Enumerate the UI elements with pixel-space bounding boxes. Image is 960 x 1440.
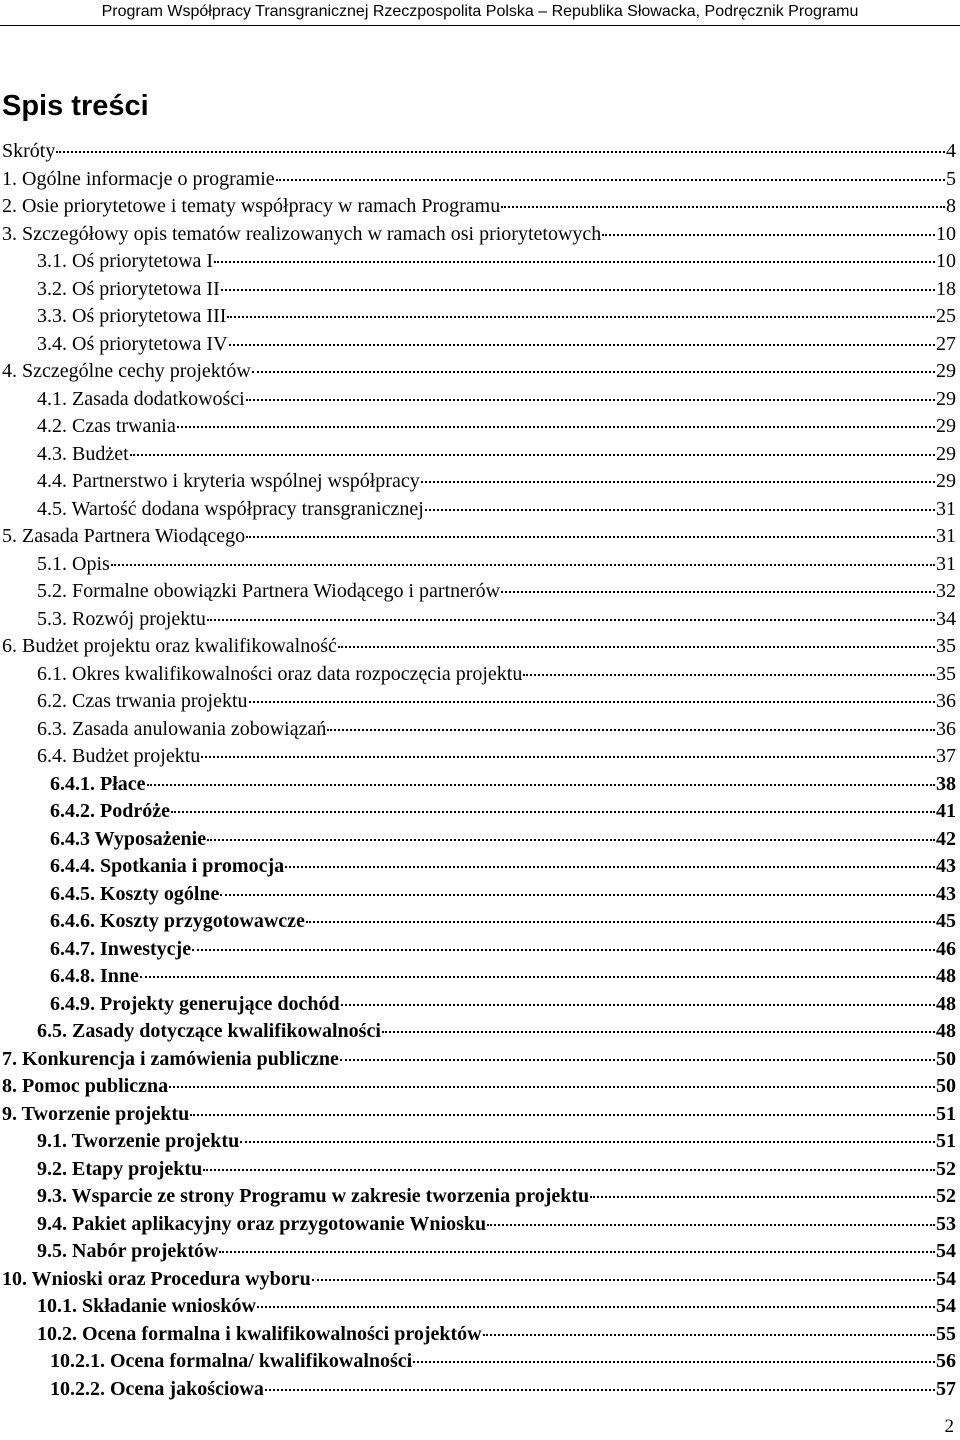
- toc-entry-label: 10.2.2. Ocena jakościowa: [50, 1377, 264, 1400]
- dot-leader: [265, 1389, 935, 1391]
- dot-leader: [169, 1086, 935, 1088]
- toc-entry[interactable]: [0, 303, 960, 331]
- toc-entry-label: 6.4.7. Inwestycje: [50, 937, 192, 960]
- toc-entry-page: 41: [936, 800, 956, 822]
- dot-leader: [190, 1114, 935, 1116]
- toc-entry[interactable]: [0, 936, 960, 964]
- dot-leader: [425, 509, 935, 511]
- toc-entry-page: 50: [936, 1047, 956, 1070]
- dot-leader: [483, 1334, 935, 1336]
- toc-entry-page: 18: [936, 277, 956, 300]
- toc-entry-page: 10: [936, 222, 956, 245]
- dot-leader: [341, 1004, 935, 1006]
- toc-entry-page: 50: [936, 1075, 956, 1097]
- dot-leader: [312, 1279, 935, 1281]
- toc-entry-page: 45: [936, 910, 956, 932]
- toc-entry-label: 6.4.1. Płace: [50, 772, 146, 795]
- dot-leader: [382, 1031, 935, 1033]
- toc-entry-label: 9.5. Nabór projektów: [37, 1240, 219, 1262]
- toc-entry[interactable]: [0, 1073, 960, 1101]
- toc-entry[interactable]: [0, 1238, 960, 1266]
- toc-entry-page: 37: [936, 745, 956, 767]
- dot-leader: [192, 949, 935, 951]
- dot-leader: [227, 316, 935, 318]
- toc-entry-label: 9.4. Pakiet aplikacyjny oraz przygotowanie Wniosku: [37, 1212, 487, 1235]
- toc-entry[interactable]: [0, 661, 960, 689]
- toc-entry-page: 54: [936, 1295, 956, 1317]
- toc-entry-label: 9.2. Etapy projektu: [37, 1157, 203, 1180]
- toc-entry-page: 54: [936, 1240, 956, 1262]
- table-of-contents: [0, 138, 960, 1403]
- toc-entry-page: 51: [936, 1130, 956, 1152]
- toc-entry-label: 6.1. Okres kwalifikowalności oraz data rozpoczęcia projektu: [37, 662, 523, 685]
- toc-entry[interactable]: [0, 1128, 960, 1156]
- dot-leader: [229, 344, 935, 346]
- dot-leader: [219, 1251, 935, 1253]
- toc-entry-page: 55: [936, 1322, 956, 1345]
- toc-entry-label: 4.4. Partnerstwo i kryteria wspólnej współpracy: [37, 470, 420, 492]
- toc-entry-label: 6. Budżet projektu oraz kwalifikowalność: [2, 635, 337, 657]
- toc-entry[interactable]: [0, 166, 960, 194]
- toc-entry-label: 6.4.4. Spotkania i promocja: [50, 855, 285, 877]
- toc-entry-label: 10. Wnioski oraz Procedura wyboru: [2, 1267, 311, 1290]
- toc-entry[interactable]: [0, 468, 960, 496]
- toc-entry-label: 6.3. Zasada anulowania zobowiązań: [37, 717, 327, 740]
- toc-entry-page: 43: [936, 855, 956, 877]
- toc-entry[interactable]: [0, 1376, 960, 1404]
- header-rule: [0, 25, 960, 26]
- toc-entry[interactable]: [0, 963, 960, 991]
- toc-entry-page: 52: [936, 1157, 956, 1180]
- toc-entry[interactable]: [0, 578, 960, 606]
- toc-title: Spis treści: [2, 90, 149, 122]
- toc-entry[interactable]: [0, 826, 960, 854]
- toc-entry-page: 48: [936, 1020, 956, 1042]
- toc-entry-label: 3.3. Oś priorytetowa III: [37, 305, 227, 327]
- dot-leader: [523, 674, 935, 676]
- toc-entry-page: 52: [936, 1185, 956, 1207]
- toc-entry-label: 6.4.6. Koszty przygotowawcze: [50, 910, 305, 932]
- toc-entry-page: 25: [936, 305, 956, 327]
- toc-entry-label: 6.4.8. Inne: [50, 965, 139, 987]
- dot-leader: [285, 866, 935, 868]
- dot-leader: [214, 261, 935, 263]
- toc-entry-page: 35: [936, 635, 956, 657]
- toc-entry-label: 8. Pomoc publiczna: [2, 1075, 169, 1097]
- toc-entry[interactable]: [0, 771, 960, 799]
- dot-leader: [257, 1306, 935, 1308]
- toc-entry[interactable]: [0, 1018, 960, 1046]
- toc-entry-label: 3.1. Oś priorytetowa I: [37, 250, 214, 272]
- toc-entry-page: 46: [936, 937, 956, 960]
- toc-entry[interactable]: [0, 1183, 960, 1211]
- toc-entry-label: 7. Konkurencja i zamówienia publiczne: [2, 1047, 339, 1070]
- toc-entry-label: 9. Tworzenie projektu: [2, 1102, 190, 1125]
- dot-leader: [338, 646, 935, 648]
- toc-entry[interactable]: [0, 881, 960, 909]
- toc-entry-label: 6.4.9. Projekty generujące dochód: [50, 992, 340, 1015]
- toc-entry[interactable]: [0, 853, 960, 881]
- toc-entry-page: 31: [936, 525, 956, 547]
- toc-entry-page: 31: [936, 497, 956, 520]
- dot-leader: [421, 481, 935, 483]
- toc-entry-label: 4.2. Czas trwania: [37, 415, 176, 437]
- toc-entry[interactable]: [0, 1101, 960, 1129]
- toc-entry[interactable]: [0, 441, 960, 469]
- running-header: Program Współpracy Transgranicznej Rzeczpospolita Polska – Republika Słowacka, Podręcznik Programu: [101, 3, 859, 20]
- toc-entry-label: 6.4.3 Wyposażenie: [50, 827, 207, 850]
- toc-entry-page: 29: [936, 442, 956, 465]
- toc-entry-label: 3.4. Oś priorytetowa IV: [37, 332, 228, 355]
- toc-entry[interactable]: [0, 221, 960, 249]
- dot-leader: [240, 1141, 935, 1143]
- toc-entry-label: 5.3. Rozwój projektu: [37, 607, 206, 630]
- toc-entry-page: 29: [936, 387, 956, 410]
- toc-entry-label: 3. Szczegółowy opis tematów realizowanych w ramach osi priorytetowych: [2, 222, 602, 245]
- toc-entry[interactable]: [0, 798, 960, 826]
- dot-leader: [501, 591, 935, 593]
- toc-entry-page: 27: [936, 332, 956, 355]
- toc-entry-page: 42: [936, 827, 956, 850]
- dot-leader: [140, 976, 935, 978]
- dot-leader: [249, 701, 936, 703]
- dot-leader: [501, 206, 945, 208]
- toc-entry[interactable]: [0, 716, 960, 744]
- toc-entry[interactable]: [0, 908, 960, 936]
- toc-entry[interactable]: [0, 743, 960, 771]
- toc-entry-label: 6.5. Zasady dotyczące kwalifikowalności: [37, 1020, 381, 1042]
- toc-entry-label: Skróty: [2, 140, 56, 162]
- toc-entry-page: 34: [936, 607, 956, 630]
- dot-leader: [306, 921, 935, 923]
- toc-entry[interactable]: [0, 138, 960, 166]
- toc-entry[interactable]: [0, 358, 960, 386]
- toc-entry-page: 48: [936, 965, 956, 987]
- toc-entry-page: 29: [936, 360, 956, 382]
- dot-leader: [171, 811, 935, 813]
- toc-entry-label: 6.2. Czas trwania projektu: [37, 690, 248, 712]
- toc-entry-label: 4. Szczególne cechy projektów: [2, 360, 251, 382]
- toc-entry-label: 1. Ogólne informacje o programie: [2, 167, 275, 190]
- toc-entry-label: 4.3. Budżet: [37, 442, 129, 465]
- toc-entry[interactable]: [0, 331, 960, 359]
- dot-leader: [147, 784, 935, 786]
- dot-leader: [220, 894, 935, 896]
- toc-entry[interactable]: [0, 523, 960, 551]
- dot-leader: [413, 1361, 935, 1363]
- dot-leader: [221, 289, 935, 291]
- toc-entry[interactable]: [0, 1046, 960, 1074]
- toc-entry[interactable]: [0, 688, 960, 716]
- toc-entry[interactable]: [0, 193, 960, 221]
- dot-leader: [602, 234, 935, 236]
- dot-leader: [201, 756, 935, 758]
- toc-entry-page: 5: [946, 167, 956, 190]
- toc-entry[interactable]: [0, 1293, 960, 1321]
- toc-entry-label: 10.2. Ocena formalna i kwalifikowalności projektów: [37, 1322, 482, 1345]
- toc-entry-page: 29: [936, 470, 956, 492]
- dot-leader: [327, 729, 935, 731]
- toc-entry-page: 56: [936, 1350, 956, 1372]
- toc-entry-label: 9.3. Wsparcie ze strony Programu w zakresie tworzenia projektu: [37, 1185, 590, 1207]
- toc-entry[interactable]: [0, 551, 960, 579]
- dot-leader: [487, 1224, 935, 1226]
- toc-entry-label: 6.4.5. Koszty ogólne: [50, 882, 220, 905]
- dot-leader: [590, 1196, 935, 1198]
- toc-entry-page: 32: [936, 580, 956, 602]
- toc-entry-label: 10.2.1. Ocena formalna/ kwalifikowalności: [50, 1350, 413, 1372]
- toc-entry-label: 6.4. Budżet projektu: [37, 745, 201, 767]
- toc-entry[interactable]: [0, 413, 960, 441]
- dot-leader: [177, 426, 935, 428]
- toc-entry[interactable]: [0, 1211, 960, 1239]
- toc-entry[interactable]: [0, 276, 960, 304]
- toc-entry-page: 48: [936, 992, 956, 1015]
- dot-leader: [340, 1059, 935, 1061]
- toc-entry-label: 4.5. Wartość dodana współpracy transgranicznej: [37, 497, 424, 520]
- toc-entry-label: 2. Osie priorytetowe i tematy współpracy w ramach Programu: [2, 195, 501, 217]
- dot-leader: [207, 839, 935, 841]
- toc-entry[interactable]: [0, 606, 960, 634]
- toc-entry-label: 5. Zasada Partnera Wiodącego: [2, 525, 246, 547]
- toc-entry-label: 5.1. Opis: [37, 552, 110, 575]
- dot-leader: [276, 179, 945, 181]
- toc-entry-page: 38: [936, 772, 956, 795]
- page-number: 2: [944, 1416, 954, 1437]
- toc-entry[interactable]: [0, 386, 960, 414]
- toc-entry-page: 36: [936, 717, 956, 740]
- toc-entry-label: 6.4.2. Podróże: [50, 800, 170, 822]
- toc-entry-page: 31: [936, 552, 956, 575]
- toc-entry-label: 3.2. Oś priorytetowa II: [37, 277, 220, 300]
- toc-entry-page: 53: [936, 1212, 956, 1235]
- toc-entry-page: 35: [936, 662, 956, 685]
- dot-leader: [207, 619, 935, 621]
- toc-entry-label: 5.2. Formalne obowiązki Partnera Wiodącego i partnerów: [37, 580, 501, 602]
- toc-entry[interactable]: [0, 496, 960, 524]
- dot-leader: [203, 1169, 935, 1171]
- toc-entry-page: 10: [936, 250, 956, 272]
- toc-entry-label: 9.1. Tworzenie projektu: [37, 1130, 240, 1152]
- toc-entry[interactable]: [0, 991, 960, 1019]
- dot-leader: [246, 536, 935, 538]
- toc-entry[interactable]: [0, 1266, 960, 1294]
- toc-entry-label: 4.1. Zasada dodatkowości: [37, 387, 245, 410]
- toc-entry-page: 36: [936, 690, 956, 712]
- dot-leader: [56, 151, 945, 153]
- toc-entry-page: 57: [936, 1377, 956, 1400]
- toc-entry-page: 54: [936, 1267, 956, 1290]
- toc-entry[interactable]: [0, 633, 960, 661]
- toc-entry[interactable]: [0, 1348, 960, 1376]
- toc-entry-page: 43: [936, 882, 956, 905]
- toc-entry[interactable]: [0, 1156, 960, 1184]
- dot-leader: [111, 564, 935, 566]
- dot-leader: [130, 454, 935, 456]
- toc-entry[interactable]: [0, 1321, 960, 1349]
- toc-entry[interactable]: [0, 248, 960, 276]
- toc-entry-page: 51: [936, 1102, 956, 1125]
- toc-entry-page: 29: [936, 415, 956, 437]
- toc-entry-page: 4: [946, 140, 956, 162]
- toc-entry-page: 8: [946, 195, 956, 217]
- dot-leader: [246, 399, 935, 401]
- dot-leader: [252, 371, 935, 373]
- toc-entry-label: 10.1. Składanie wniosków: [37, 1295, 256, 1317]
